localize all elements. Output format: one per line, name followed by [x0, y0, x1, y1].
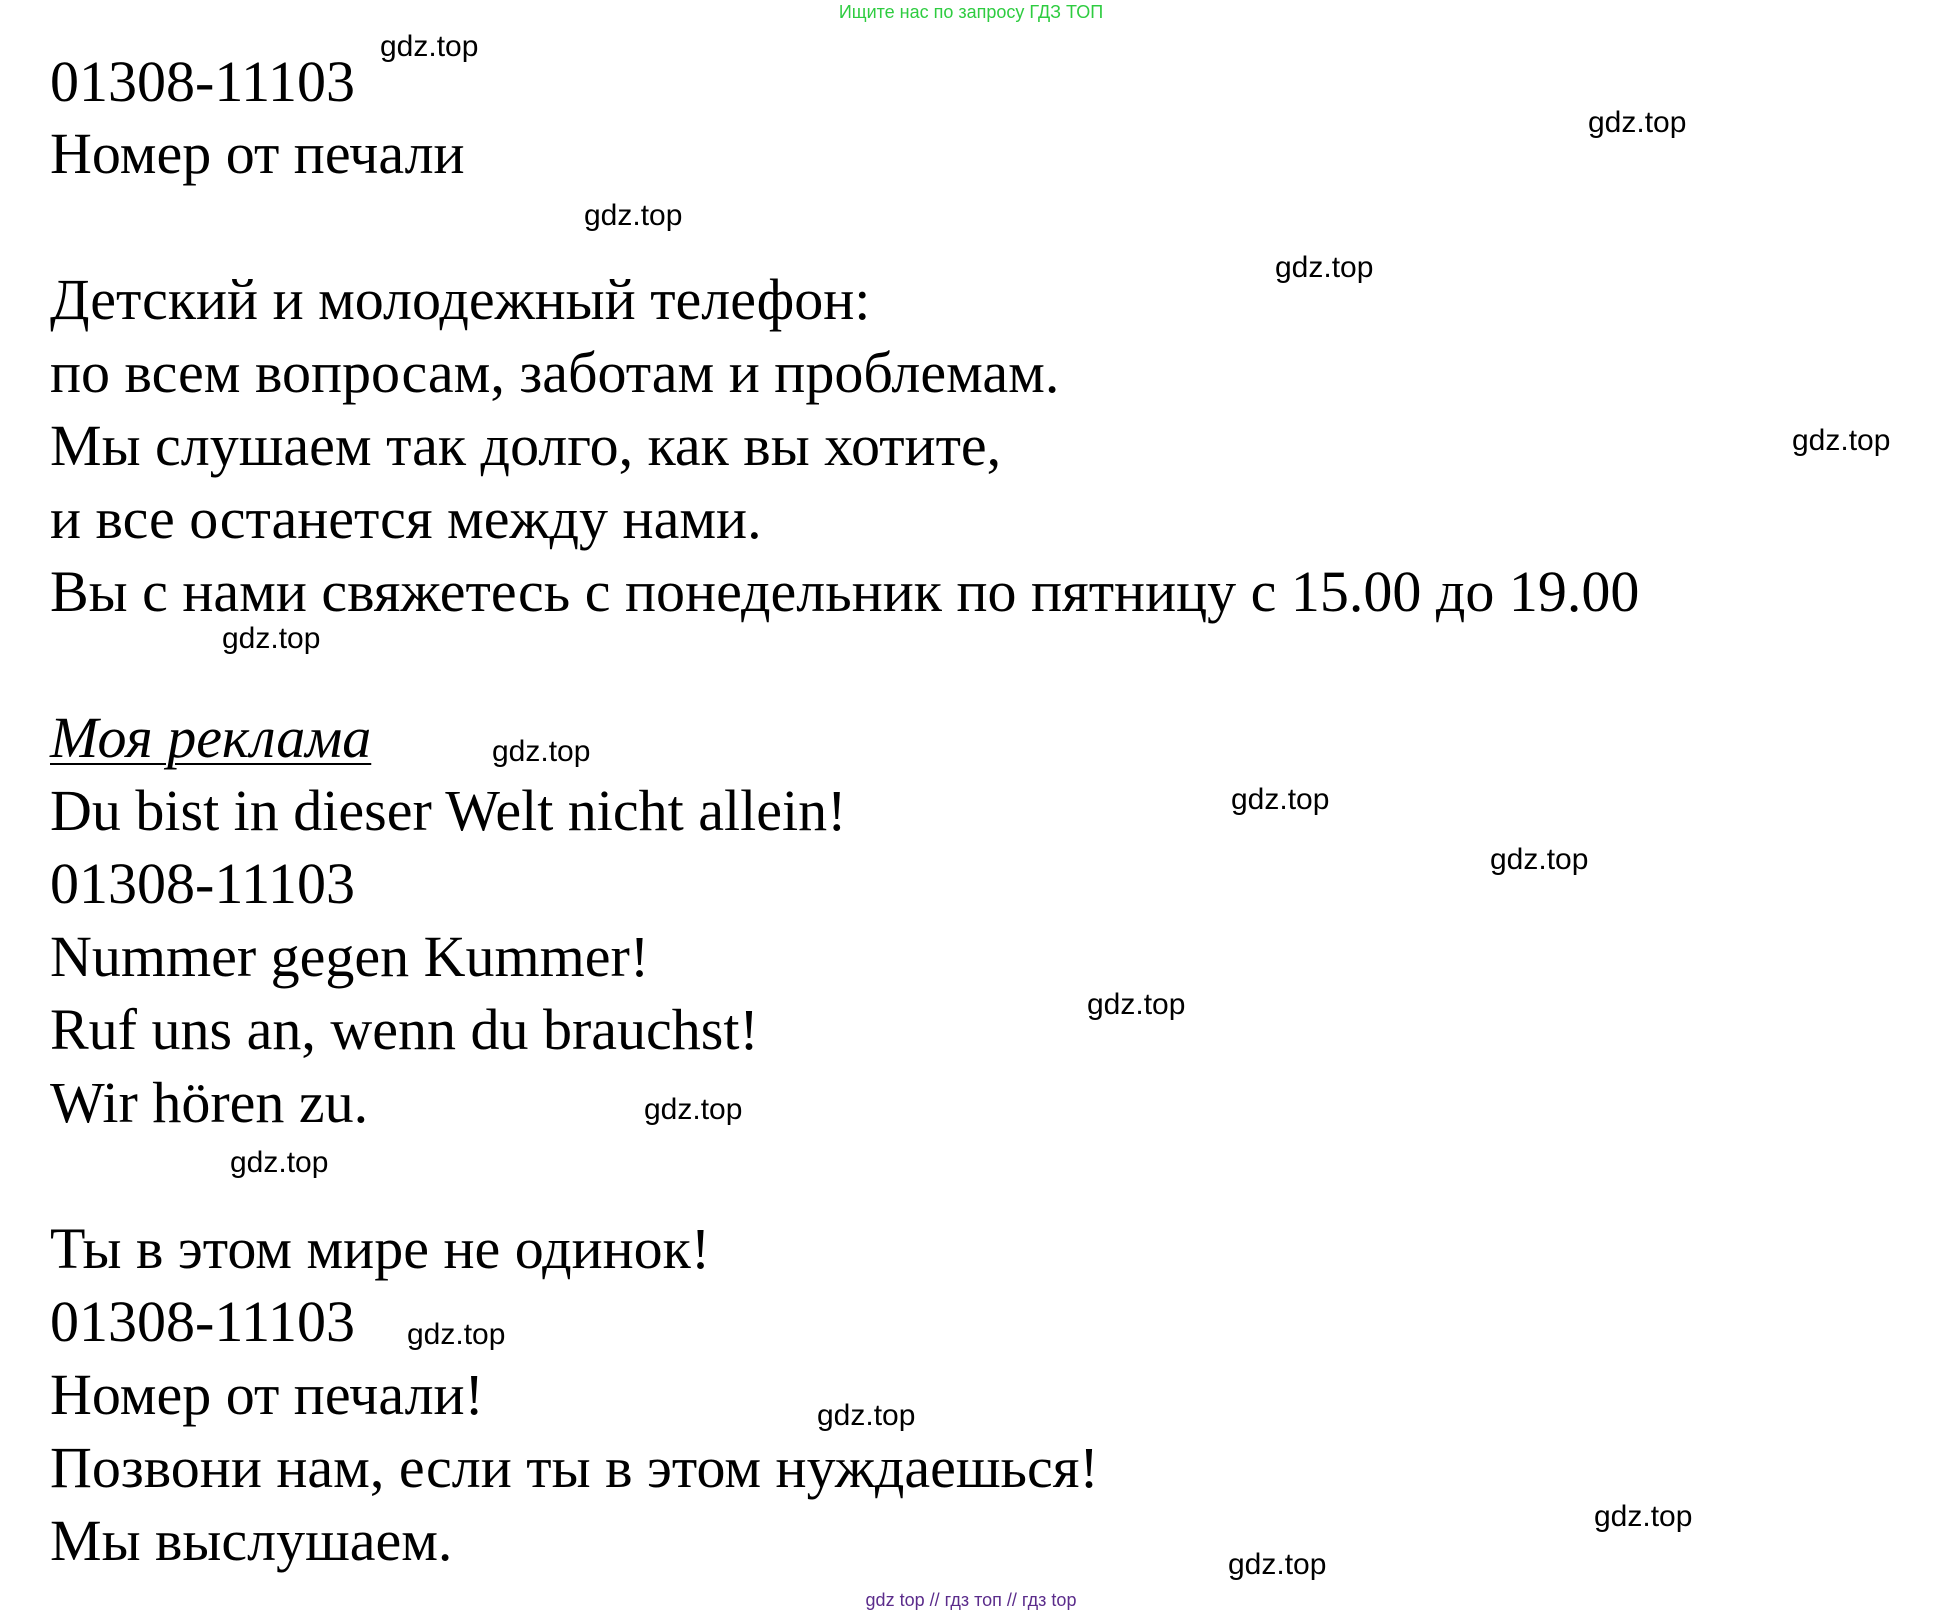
- watermark: gdz.top: [492, 735, 591, 768]
- top-banner: Ищите нас по запросу ГДЗ ТОП: [838, 2, 1104, 22]
- german-line-3: Nummer gegen Kummer!: [50, 924, 650, 989]
- watermark: gdz.top: [1594, 1500, 1693, 1533]
- watermark: gdz.top: [230, 1146, 329, 1179]
- russian-line-3: Номер от печали!: [50, 1362, 484, 1427]
- description-line-5: Вы с нами свяжетесь с понедельник по пятницу с 15.00 до 19.00: [50, 559, 1640, 624]
- watermark: gdz.top: [1588, 106, 1687, 139]
- russian-line-5: Мы выслушаем.: [50, 1508, 453, 1573]
- service-name-line: Номер от печали: [50, 121, 465, 186]
- watermark: gdz.top: [1228, 1548, 1327, 1581]
- german-phone-line: 01308-11103: [50, 851, 356, 916]
- watermark: gdz.top: [1792, 424, 1891, 457]
- watermark: gdz.top: [1231, 783, 1330, 816]
- description-line-2: по всем вопросам, заботам и проблемам.: [50, 340, 1060, 405]
- phone-number-line: 01308-11103: [50, 49, 356, 114]
- description-line-4: и все останется между нами.: [50, 486, 762, 551]
- watermark: gdz.top: [1087, 988, 1186, 1021]
- german-line-5: Wir hören zu.: [50, 1070, 369, 1135]
- russian-line-1: Ты в этом мире не одинок!: [50, 1216, 711, 1281]
- description-line-3: Мы слушаем так долго, как вы хотите,: [50, 413, 1002, 478]
- russian-line-4: Позвони нам, если ты в этом нуждаешься!: [50, 1435, 1099, 1500]
- watermark: gdz.top: [222, 622, 321, 655]
- ad-heading: Моя реклама: [50, 705, 372, 770]
- german-line-1: Du bist in dieser Welt nicht allein!: [50, 778, 847, 843]
- russian-phone-line: 01308-11103: [50, 1289, 356, 1354]
- watermark: gdz.top: [380, 30, 479, 63]
- german-line-4: Ruf uns an, wenn du brauchst!: [50, 997, 759, 1062]
- watermark: gdz.top: [1490, 843, 1589, 876]
- watermark: gdz.top: [817, 1399, 916, 1432]
- bottom-banner: gdz top // гдз топ // гдз top: [865, 1590, 1077, 1610]
- watermark: gdz.top: [407, 1318, 506, 1351]
- description-line-1: Детский и молодежный телефон:: [50, 267, 871, 332]
- watermark: gdz.top: [584, 199, 683, 232]
- watermark: gdz.top: [644, 1093, 743, 1126]
- watermark: gdz.top: [1275, 251, 1374, 284]
